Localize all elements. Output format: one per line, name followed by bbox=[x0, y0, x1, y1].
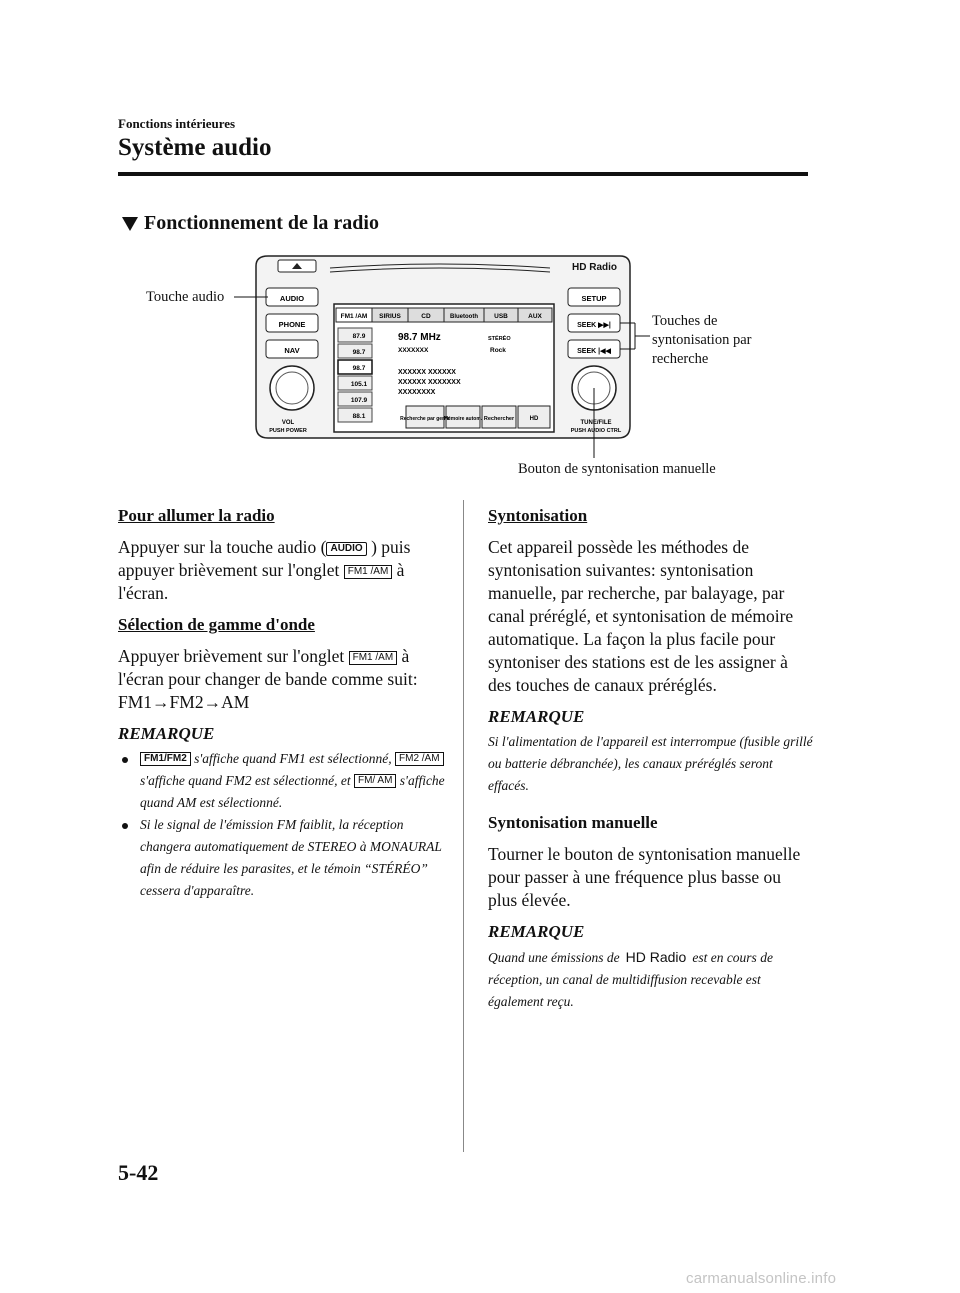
tab-cd: CD bbox=[421, 313, 431, 320]
genre-label: Rock bbox=[490, 347, 506, 354]
info-line-2: XXXXXX XXXXXXX bbox=[398, 379, 461, 386]
section-heading-text: Fonctionnement de la radio bbox=[144, 212, 379, 234]
paragraph-turn-on bbox=[118, 536, 448, 605]
preset-6: 88.1 bbox=[352, 413, 366, 420]
push-power-label: PUSH POWER bbox=[269, 428, 307, 434]
header-rule bbox=[118, 172, 808, 176]
paragraph-tuning: Cet appareil possède les méthodes de syntonisation suivantes: syntonisation manuelle, par recherche, par balayage, par canal préréglé, et syntonisation de mémoire automatique. La façon la plus facile pour syntoniser des stations est de les assigner à des touches de canaux préréglés. bbox=[488, 537, 794, 695]
heading-tuning: Syntonisation bbox=[488, 506, 588, 525]
fm1-am-tab-chip: FM1 /AM bbox=[349, 651, 398, 665]
left-column bbox=[118, 506, 448, 902]
header-section-label: Fonctions intérieures bbox=[118, 116, 236, 131]
softkey-search: Rechercher bbox=[483, 416, 515, 422]
triangle-marker-icon bbox=[122, 217, 138, 231]
right-column bbox=[488, 506, 813, 1029]
heading-band-selection: Sélection de gamme d'onde bbox=[118, 615, 315, 634]
tab-aux: AUX bbox=[528, 313, 542, 320]
text-fragment: s'affiche quand AM est sélectionné. bbox=[140, 773, 445, 810]
tab-usb: USB bbox=[494, 313, 508, 320]
left-button-column bbox=[266, 288, 318, 358]
hd-radio-logo: HD Radio bbox=[572, 262, 617, 273]
text-fragment: Appuyer brièvement sur l'onglet bbox=[118, 646, 345, 666]
callout-manual-knob: Bouton de syntonisation manuelle bbox=[518, 461, 716, 477]
nav-button: NAV bbox=[284, 346, 300, 355]
page-title: Système audio bbox=[118, 134, 272, 161]
seek-down-button: SEEK |◀◀ bbox=[577, 348, 611, 355]
audio-button: AUDIO bbox=[279, 294, 305, 303]
hd-radio-logo: HD Radio bbox=[625, 949, 687, 965]
fm1-am-tab-chip: FM1 /AM bbox=[344, 565, 393, 579]
fm1-fm2-chip: FM1/FM2 bbox=[140, 752, 191, 766]
note-list-left bbox=[118, 748, 448, 902]
note-heading-right-1: REMARQUE bbox=[488, 707, 585, 726]
info-line-3: XXXXXXXX bbox=[398, 389, 436, 396]
preset-1: 87.9 bbox=[352, 333, 366, 340]
note-item-2 bbox=[118, 814, 448, 902]
bullet-icon bbox=[122, 757, 128, 763]
text-fragment: à l'écran. bbox=[118, 560, 405, 603]
callout-audio-button: Touche audio bbox=[146, 289, 225, 305]
column-divider bbox=[463, 500, 464, 1152]
note-text-right-2 bbox=[488, 946, 813, 1013]
station-name: XXXXXXX bbox=[398, 347, 429, 354]
preset-5: 107.9 bbox=[350, 397, 368, 404]
text-fragment: à l'écran pour changer de bande comme suit: bbox=[118, 646, 418, 689]
radio-figure bbox=[140, 248, 820, 488]
note-heading-right-2: REMARQUE bbox=[488, 922, 585, 941]
text-fragment: Si le signal de l'émission FM faiblit, la réception changera automatiquement de STEREO à MONAURAL afin de réduire les parasites, et le témoin “STÉRÉO” cessera d'apparaître. bbox=[140, 817, 442, 898]
note-heading-left: REMARQUE bbox=[118, 724, 215, 743]
tab-fm1-am: FM1 /AM bbox=[340, 313, 368, 320]
section-heading bbox=[122, 212, 379, 235]
audio-key-chip: AUDIO bbox=[326, 542, 366, 556]
preset-2: 98.7 bbox=[352, 349, 366, 356]
callout-seek-buttons bbox=[652, 312, 751, 369]
phone-button: PHONE bbox=[278, 320, 306, 329]
paragraph-manual-tuning: Tourner le bouton de syntonisation manuelle pour passer à une fréquence plus basse ou plus élevée. bbox=[488, 844, 801, 910]
fm-am-chip: FM/ AM bbox=[354, 774, 396, 788]
vol-label: VOL bbox=[281, 420, 295, 426]
preset-3: 98.7 bbox=[352, 365, 366, 372]
push-audio-ctrl-label: PUSH AUDIO CTRL bbox=[570, 428, 622, 434]
text-fragment: est en cours de réception, un canal de multidiffusion recevable est également reçu. bbox=[488, 950, 773, 1009]
seek-up-button: SEEK ▶▶| bbox=[577, 322, 611, 329]
preset-4: 105.1 bbox=[350, 381, 368, 388]
radio-screen bbox=[334, 304, 554, 432]
text-fragment: s'affiche quand FM1 est sélectionné, bbox=[194, 751, 392, 766]
band-sequence: FM1→FM2→AM bbox=[118, 692, 250, 712]
setup-button: SETUP bbox=[581, 294, 607, 303]
softkey-memory: Mémoire autom. bbox=[443, 416, 483, 422]
text-fragment: Appuyer sur la touche audio ( bbox=[118, 537, 327, 557]
heading-manual-tuning: Syntonisation manuelle bbox=[488, 813, 658, 832]
softkey-hd: HD bbox=[529, 416, 539, 422]
text-fragment: ) puis appuyer brièvement sur l'onglet bbox=[118, 537, 411, 580]
frequency-readout: 98.7 MHz bbox=[398, 332, 441, 343]
callout-seek-line-2: syntonisation par bbox=[652, 332, 752, 348]
callout-seek-line-3: recherche bbox=[652, 351, 709, 367]
tab-bluetooth: Bluetooth bbox=[450, 314, 478, 320]
heading-turn-on-radio: Pour allumer la radio bbox=[118, 506, 275, 525]
note-item-1 bbox=[118, 748, 448, 814]
fm2-am-chip: FM2 /AM bbox=[395, 752, 444, 766]
text-fragment: s'affiche quand FM2 est sélectionné, et bbox=[140, 773, 351, 788]
right-button-column bbox=[568, 288, 620, 358]
info-line-1: XXXXXX XXXXXX bbox=[398, 369, 456, 376]
stereo-indicator: STÉRÉO bbox=[488, 336, 511, 342]
note-text-right-1: Si l'alimentation de l'appareil est interrompue (fusible grillé ou batterie débranchée), les canaux préréglés seront effacés. bbox=[488, 734, 813, 793]
text-fragment: Quand une émissions de bbox=[488, 950, 620, 965]
bullet-icon bbox=[122, 823, 128, 829]
page-number: 5-42 bbox=[118, 1160, 159, 1185]
tune-file-label: TUNE/FILE bbox=[580, 420, 612, 426]
callout-seek-line-1: Touches de bbox=[652, 313, 718, 329]
tab-sirius: SIRIUS bbox=[379, 313, 401, 320]
paragraph-band-selection bbox=[118, 645, 448, 714]
watermark: carmanualsonline.info bbox=[686, 1270, 837, 1287]
softkey-genre: Recherche par genre bbox=[400, 416, 450, 422]
